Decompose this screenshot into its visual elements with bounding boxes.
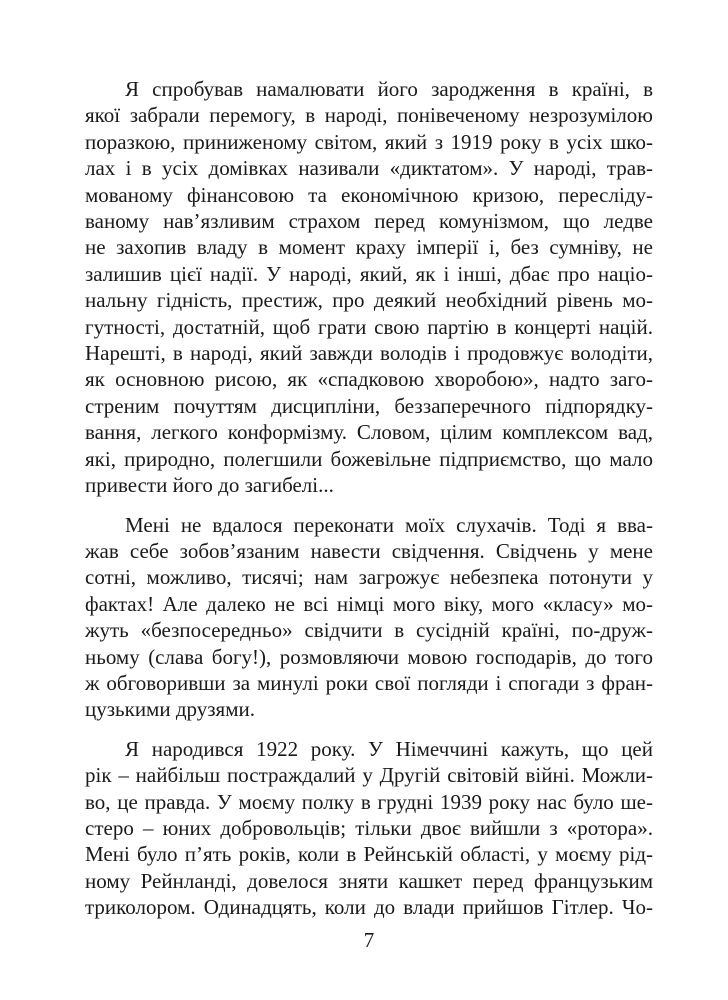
text-line: жуть «безпосередньо» свідчити в сусідній країні, по-друж- (85, 618, 653, 643)
text-line: як основною рисою, як «спадковою хворобою», надто заго- (85, 367, 653, 392)
text-line: Я народився 1922 року. У Німеччині кажуть, що цей (125, 736, 653, 761)
text-line: не захопив владу в момент краху імперії і, без сумніву, не (85, 235, 653, 260)
text-line: сотні, можливо, тисячі; нам загрожує небезпека потонути у (85, 565, 653, 590)
text-line: рік – найбільш постраждалий у Другій світовій війні. Можли- (85, 763, 653, 788)
text-line: ному Рейнланді, довелося зняти кашкет перед французьким (85, 868, 653, 893)
text-line: Мені не вдалося переконати моїх слухачів. Тоді я вва- (125, 512, 653, 537)
page-number: 7 (363, 928, 375, 952)
text-line: Я спробував намалювати його зародження в країні, в (125, 77, 653, 101)
text-line: нальну гідність, престиж, про деякий необхідний рівень мо- (85, 288, 653, 313)
text-line: лах і в усіх домівках називали «диктатом». У народі, трав- (85, 156, 653, 181)
text-line: гутності, достатній, щоб грати свою партію в концерті націй. (85, 314, 653, 339)
text-line: фактах! Але далеко не всі німці мого віку, мого «класу» мо- (85, 591, 653, 616)
text-line: які, природно, полегшили божевільне підприємство, що мало (85, 446, 653, 471)
text-line: цузькими друзями. (85, 697, 255, 722)
text-line: триколором. Одинадцять, коли до влади прийшов Гітлер. Чо- (85, 895, 653, 920)
text-line: мованому фінансовою та економічною кризою, пересліду- (85, 182, 653, 207)
paragraph (85, 76, 653, 499)
text-line: жав себе зобов’язаним навести свідчення. Свідчень у мене (85, 538, 653, 563)
text-line: ваному нав’язливим страхом перед комунізмом, що ледве (85, 209, 653, 234)
paragraph (85, 512, 653, 723)
text-line: во, це правда. У моєму полку в грудні 1939 року нас було ше- (85, 789, 653, 814)
text-line: Мені було п’ять років, коли в Рейнській області, у моєму рід- (85, 842, 653, 867)
text-line: ж обговоривши за минулі роки свої погляди і спогади з фран- (85, 670, 653, 695)
text-line: стреним почуттям дисципліни, беззаперечного підпорядку- (85, 393, 653, 418)
text-line: Нарешті, в народі, який завжди володів і продовжує володіти, (85, 341, 653, 366)
text-line: стеро – юних добровольців; тільки двоє вийшли з «ротора». (85, 815, 653, 840)
text-line: вання, легкого конформізму. Словом, цілим комплексом вад, (85, 420, 653, 445)
text-line: ньому (слава богу!), розмовляючи мовою господарів, до того (85, 644, 653, 669)
text-line: якої забрали перемогу, в народі, понівеченому незрозумілою (85, 103, 653, 128)
page-text (85, 76, 653, 921)
paragraph (85, 736, 653, 921)
text-line: поразкою, приниженому світом, який з 1919 року в усіх шко- (85, 129, 653, 154)
text-line: залишив цієї надії. У народі, який, як і інші, дбає про націо- (85, 261, 653, 286)
text-line: привести його до загибелі... (85, 473, 334, 498)
